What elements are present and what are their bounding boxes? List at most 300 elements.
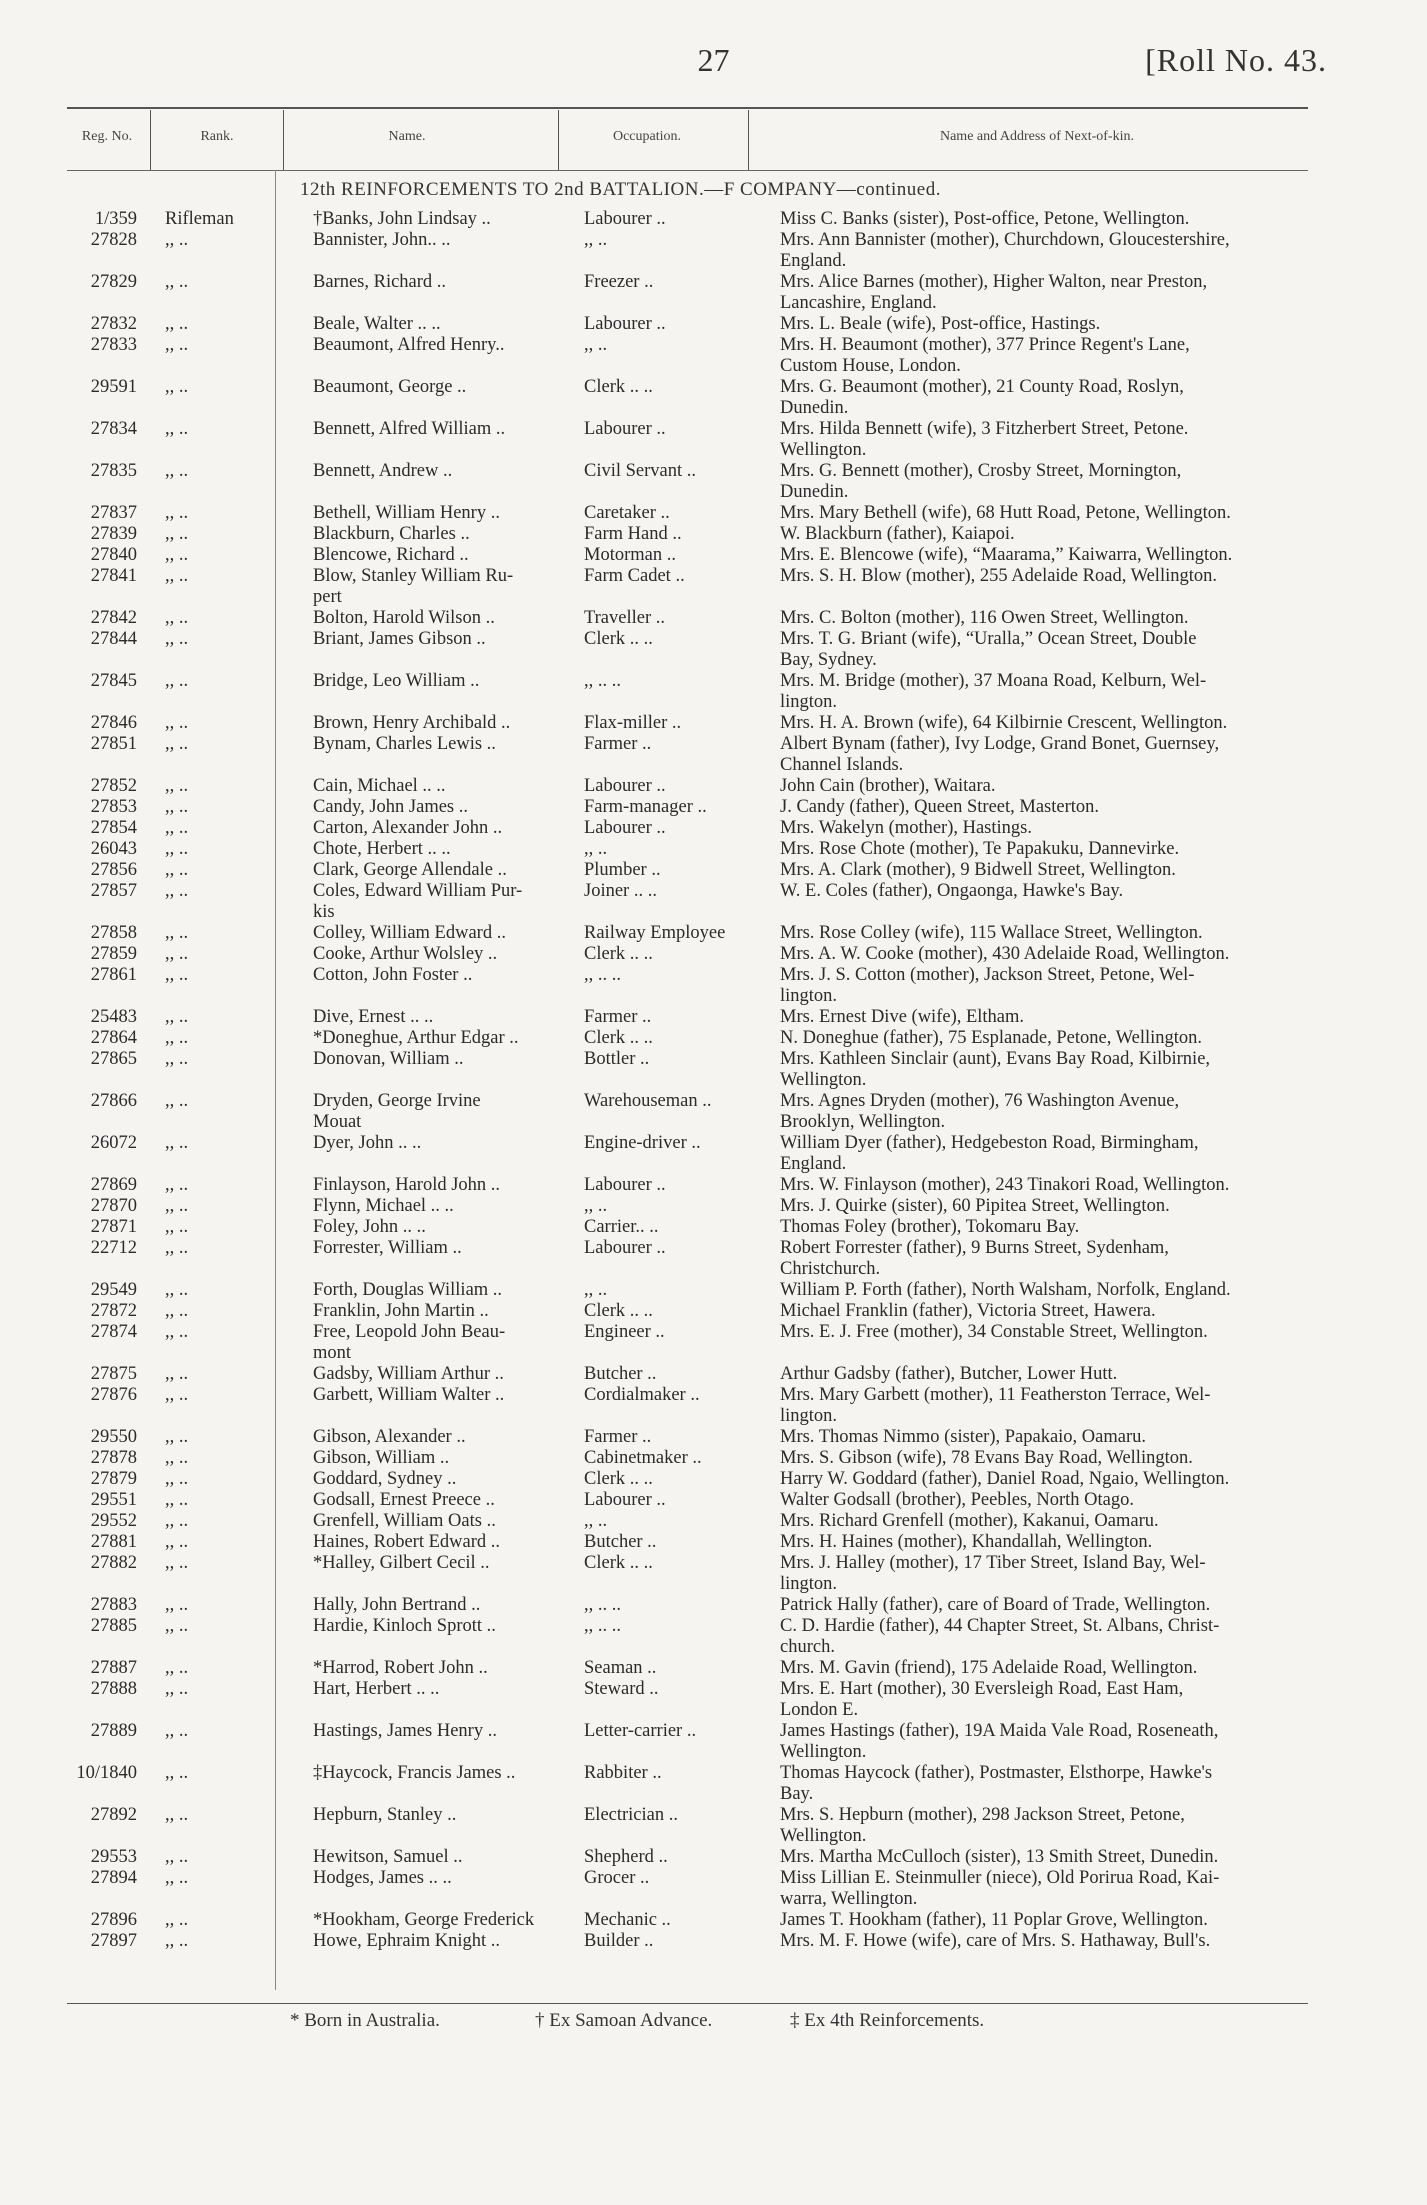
- soldier-name-cell: [309, 1784, 578, 1805]
- table-row: [47, 1889, 1355, 1910]
- reg-number-cell: [47, 356, 147, 377]
- rank-cell: [147, 482, 309, 503]
- table-row: [47, 566, 1355, 587]
- table-row: [47, 587, 1355, 608]
- reg-number-cell: 22712: [90, 1238, 137, 1258]
- rank-cell: ,, ..: [165, 1763, 189, 1783]
- table-row: [47, 1028, 1355, 1049]
- table-row: [47, 1490, 1355, 1511]
- table-row: [47, 1448, 1355, 1469]
- table-row: [47, 1553, 1355, 1574]
- rank-cell: ,, ..: [165, 818, 189, 838]
- table-row: [47, 1238, 1355, 1259]
- reg-number-cell: [47, 902, 147, 923]
- next-of-kin-cell: Custom House, London.: [780, 356, 961, 376]
- occupation-cell: Clerk .. ..: [584, 944, 653, 964]
- next-of-kin-cell: London E.: [780, 1700, 859, 1720]
- next-of-kin-cell: Mrs. J. Halley (mother), 17 Tiber Street, Island Bay, Wel-: [780, 1553, 1206, 1573]
- section-heading: 12th REINFORCEMENTS TO 2nd BATTALION.—F COMPANY—continued.: [300, 179, 941, 200]
- table-row: [47, 755, 1355, 776]
- soldier-name-cell: Cooke, Arthur Wolsley ..: [313, 944, 498, 964]
- rank-cell: [147, 1637, 309, 1658]
- reg-number-cell: 25483: [90, 1007, 137, 1027]
- next-of-kin-cell: William Dyer (father), Hedgebeston Road, Birmingham,: [780, 1133, 1199, 1153]
- occupation-cell: ,, ..: [584, 839, 608, 859]
- soldier-name-cell: [309, 482, 578, 503]
- rank-cell: [147, 440, 309, 461]
- soldier-name-cell: Finlayson, Harold John ..: [313, 1175, 501, 1195]
- reg-number-cell: [47, 1784, 147, 1805]
- occupation-cell: [578, 1259, 774, 1280]
- rank-cell: ,, ..: [165, 965, 189, 985]
- table-row: [47, 713, 1355, 734]
- rank-cell: [147, 1112, 309, 1133]
- next-of-kin-cell: Mrs. H. A. Brown (wife), 64 Kilbirnie Crescent, Wellington.: [780, 713, 1228, 733]
- occupation-cell: [578, 293, 774, 314]
- occupation-cell: [578, 986, 774, 1007]
- table-row: [47, 965, 1355, 986]
- reg-number-cell: 27846: [90, 713, 137, 733]
- table-row: [47, 230, 1355, 251]
- occupation-cell: [578, 398, 774, 419]
- next-of-kin-cell: [774, 1343, 1355, 1364]
- table-row: [47, 1112, 1355, 1133]
- soldier-name-cell: [309, 1826, 578, 1847]
- occupation-cell: Labourer ..: [584, 776, 666, 796]
- next-of-kin-cell: Mrs. W. Finlayson (mother), 243 Tinakori Road, Wellington.: [780, 1175, 1230, 1195]
- rank-cell: ,, ..: [165, 1532, 189, 1552]
- rank-cell: [147, 755, 309, 776]
- rank-cell: ,, ..: [165, 1469, 189, 1489]
- table-row: [47, 1721, 1355, 1742]
- rank-cell: [147, 1343, 309, 1364]
- occupation-cell: Engineer ..: [584, 1322, 665, 1342]
- rank-cell: ,, ..: [165, 734, 189, 754]
- rank-cell: [147, 1700, 309, 1721]
- occupation-cell: ,, ..: [584, 1196, 608, 1216]
- reg-number-cell: 27881: [90, 1532, 137, 1552]
- next-of-kin-cell: Dunedin.: [780, 398, 849, 418]
- reg-number-cell: [47, 1112, 147, 1133]
- reg-number-cell: 27859: [90, 944, 137, 964]
- rank-cell: ,, ..: [165, 524, 189, 544]
- table-row: [47, 377, 1355, 398]
- soldier-name-cell: Dryden, George Irvine: [313, 1091, 481, 1111]
- occupation-cell: [578, 356, 774, 377]
- soldier-name-cell: [309, 1070, 578, 1091]
- soldier-name-cell: [309, 1700, 578, 1721]
- reg-number-cell: [47, 755, 147, 776]
- table-row: [47, 1427, 1355, 1448]
- occupation-cell: Plumber ..: [584, 860, 661, 880]
- next-of-kin-cell: Dunedin.: [780, 482, 849, 502]
- reg-number-cell: 29591: [90, 377, 137, 397]
- occupation-cell: Clerk .. ..: [584, 377, 653, 397]
- next-of-kin-cell: Brooklyn, Wellington.: [780, 1112, 946, 1132]
- table-row: [47, 1364, 1355, 1385]
- reg-number-cell: [47, 251, 147, 272]
- soldier-name-cell: Donovan, William ..: [313, 1049, 464, 1069]
- table-row: [47, 503, 1355, 524]
- rank-cell: ,, ..: [165, 797, 189, 817]
- table-row: [47, 902, 1355, 923]
- soldier-name-cell: Dive, Ernest .. ..: [313, 1007, 434, 1027]
- occupation-cell: [578, 755, 774, 776]
- soldier-name-cell: Candy, John James ..: [313, 797, 469, 817]
- occupation-cell: Flax-miller ..: [584, 713, 682, 733]
- table-row: [47, 1049, 1355, 1070]
- soldier-name-cell: Beaumont, George ..: [313, 377, 467, 397]
- reg-number-cell: 27839: [90, 524, 137, 544]
- reg-number-cell: 10/1840: [76, 1763, 137, 1783]
- rank-cell: ,, ..: [165, 1511, 189, 1531]
- next-of-kin-cell: England.: [780, 1154, 847, 1174]
- reg-number-cell: [47, 692, 147, 713]
- reg-number-cell: 27840: [90, 545, 137, 565]
- next-of-kin-cell: William P. Forth (father), North Walsham, Norfolk, England.: [780, 1280, 1231, 1300]
- rank-cell: [147, 1574, 309, 1595]
- occupation-cell: Farm Hand ..: [584, 524, 682, 544]
- reg-number-cell: 1/359: [94, 209, 137, 229]
- table-row: [47, 1742, 1355, 1763]
- table-row: [47, 1175, 1355, 1196]
- reg-number-cell: [47, 1343, 147, 1364]
- occupation-cell: ,, ..: [584, 335, 608, 355]
- next-of-kin-cell: Mrs. C. Bolton (mother), 116 Owen Street, Wellington.: [780, 608, 1189, 628]
- table-row: [47, 1616, 1355, 1637]
- next-of-kin-cell: James T. Hookham (father), 11 Poplar Grove, Wellington.: [780, 1910, 1208, 1930]
- soldier-name-cell: Hepburn, Stanley ..: [313, 1805, 457, 1825]
- occupation-cell: Rabbiter ..: [584, 1763, 662, 1783]
- occupation-cell: ,, ..: [584, 230, 608, 250]
- rank-cell: ,, ..: [165, 1553, 189, 1573]
- next-of-kin-cell: Mrs. Mary Bethell (wife), 68 Hutt Road, Petone, Wellington.: [780, 503, 1231, 523]
- occupation-cell: Clerk .. ..: [584, 1028, 653, 1048]
- occupation-cell: [578, 587, 774, 608]
- rank-cell: ,, ..: [165, 923, 189, 943]
- occupation-cell: Joiner .. ..: [584, 881, 657, 901]
- footer-rule: [67, 2003, 1308, 2004]
- rank-cell: ,, ..: [165, 1385, 189, 1405]
- occupation-cell: Farm-manager ..: [584, 797, 707, 817]
- table-row: [47, 1910, 1355, 1931]
- rank-cell: ,, ..: [165, 1679, 189, 1699]
- occupation-cell: Labourer ..: [584, 209, 666, 229]
- reg-number-cell: 27883: [90, 1595, 137, 1615]
- reg-number-cell: 27894: [90, 1868, 137, 1888]
- occupation-cell: [578, 1742, 774, 1763]
- table-row: [47, 1007, 1355, 1028]
- occupation-cell: Builder ..: [584, 1931, 654, 1951]
- occupation-cell: [578, 692, 774, 713]
- next-of-kin-cell: lington.: [780, 1406, 838, 1426]
- table-row: [47, 1070, 1355, 1091]
- soldier-name-cell: Bridge, Leo William ..: [313, 671, 480, 691]
- rank-cell: Rifleman: [165, 209, 234, 229]
- occupation-cell: Farmer ..: [584, 734, 652, 754]
- next-of-kin-cell: [774, 902, 1355, 923]
- reg-number-cell: 26072: [90, 1133, 137, 1153]
- soldier-name-cell: [309, 1154, 578, 1175]
- soldier-name-cell: Dyer, John .. ..: [313, 1133, 422, 1153]
- table-row: [47, 1595, 1355, 1616]
- soldier-name-cell: [309, 986, 578, 1007]
- rank-cell: [147, 1070, 309, 1091]
- soldier-name-cell: Goddard, Sydney ..: [313, 1469, 457, 1489]
- table-row: [47, 1805, 1355, 1826]
- reg-number-cell: 27852: [90, 776, 137, 796]
- reg-number-cell: 27828: [90, 230, 137, 250]
- occupation-cell: Steward ..: [584, 1679, 659, 1699]
- next-of-kin-cell: Mrs. Martha McCulloch (sister), 13 Smith Street, Dunedin.: [780, 1847, 1219, 1867]
- reg-number-cell: 27878: [90, 1448, 137, 1468]
- next-of-kin-cell: Wellington.: [780, 1070, 867, 1090]
- table-row: [47, 1091, 1355, 1112]
- reg-number-cell: [47, 1742, 147, 1763]
- soldier-name-cell: Bynam, Charles Lewis ..: [313, 734, 496, 754]
- reg-number-cell: 27835: [90, 461, 137, 481]
- roll-number: [Roll No. 43.: [1145, 42, 1327, 78]
- reg-number-cell: 27842: [90, 608, 137, 628]
- reg-number-cell: 27882: [90, 1553, 137, 1573]
- table-row: [47, 440, 1355, 461]
- table-row: [47, 881, 1355, 902]
- rank-cell: ,, ..: [165, 608, 189, 628]
- next-of-kin-cell: Walter Godsall (brother), Peebles, North Otago.: [780, 1490, 1135, 1510]
- table-row: [47, 356, 1355, 377]
- rank-cell: ,, ..: [165, 1427, 189, 1447]
- occupation-cell: [578, 1826, 774, 1847]
- next-of-kin-cell: Thomas Haycock (father), Postmaster, Elsthorpe, Hawke's: [780, 1763, 1213, 1783]
- reg-number-cell: 27874: [90, 1322, 137, 1342]
- soldier-name-cell: Gadsby, William Arthur ..: [313, 1364, 504, 1384]
- next-of-kin-cell: Mrs. Agnes Dryden (mother), 76 Washington Avenue,: [780, 1091, 1180, 1111]
- next-of-kin-cell: Michael Franklin (father), Victoria Street, Hawera.: [780, 1301, 1156, 1321]
- next-of-kin-cell: N. Doneghue (father), 75 Esplanade, Petone, Wellington.: [780, 1028, 1203, 1048]
- next-of-kin-cell: Mrs. S. Hepburn (mother), 298 Jackson Street, Petone,: [780, 1805, 1185, 1825]
- reg-number-cell: 27866: [90, 1091, 137, 1111]
- next-of-kin-cell: Mrs. G. Beaumont (mother), 21 County Road, Roslyn,: [780, 377, 1184, 397]
- rank-cell: [147, 1259, 309, 1280]
- next-of-kin-cell: Bay, Sydney.: [780, 650, 877, 670]
- next-of-kin-cell: [774, 587, 1355, 608]
- occupation-cell: ,, ..: [584, 1280, 608, 1300]
- reg-number-cell: 27865: [90, 1049, 137, 1069]
- table-row: [47, 650, 1355, 671]
- next-of-kin-cell: Wellington.: [780, 1742, 867, 1762]
- reg-number-cell: [47, 1574, 147, 1595]
- table-row: [47, 1763, 1355, 1784]
- occupation-cell: [578, 251, 774, 272]
- next-of-kin-cell: J. Candy (father), Queen Street, Masterton.: [780, 797, 1100, 817]
- table-row: [47, 671, 1355, 692]
- rank-cell: [147, 293, 309, 314]
- rank-cell: ,, ..: [165, 1049, 189, 1069]
- rank-cell: ,, ..: [165, 1322, 189, 1342]
- soldier-name-cell: [309, 1574, 578, 1595]
- occupation-cell: Warehouseman ..: [584, 1091, 712, 1111]
- rank-cell: ,, ..: [165, 671, 189, 691]
- rank-cell: ,, ..: [165, 1301, 189, 1321]
- next-of-kin-cell: Robert Forrester (father), 9 Burns Street, Sydenham,: [780, 1238, 1169, 1258]
- rank-cell: ,, ..: [165, 566, 189, 586]
- next-of-kin-cell: Miss Lillian E. Steinmuller (niece), Old Porirua Road, Kai-: [780, 1868, 1220, 1888]
- column-headers: [67, 117, 1308, 167]
- rank-cell: [147, 398, 309, 419]
- soldier-name-cell: Clark, George Allendale ..: [313, 860, 507, 880]
- rank-cell: [147, 1889, 309, 1910]
- occupation-cell: Farm Cadet ..: [584, 566, 685, 586]
- table-row: [47, 251, 1355, 272]
- rank-cell: ,, ..: [165, 881, 189, 901]
- occupation-cell: [578, 1070, 774, 1091]
- next-of-kin-cell: lington.: [780, 692, 838, 712]
- soldier-name-cell: [309, 1742, 578, 1763]
- next-of-kin-cell: Thomas Foley (brother), Tokomaru Bay.: [780, 1217, 1080, 1237]
- rank-cell: [147, 1826, 309, 1847]
- occupation-cell: Butcher ..: [584, 1364, 657, 1384]
- rank-cell: [147, 1406, 309, 1427]
- occupation-cell: Civil Servant ..: [584, 461, 697, 481]
- nominal-roll-table: [47, 209, 1355, 1952]
- table-row: [47, 461, 1355, 482]
- reg-number-cell: 29553: [90, 1847, 137, 1867]
- footnote-4th-reinforcements: ‡ Ex 4th Reinforcements.: [790, 2010, 985, 2031]
- table-row: [47, 1574, 1355, 1595]
- next-of-kin-cell: Mrs. Alice Barnes (mother), Higher Walton, near Preston,: [780, 272, 1208, 292]
- reg-number-cell: [47, 1700, 147, 1721]
- rank-cell: ,, ..: [165, 713, 189, 733]
- occupation-cell: Labourer ..: [584, 1238, 666, 1258]
- table-row: [47, 1826, 1355, 1847]
- table-row: [47, 545, 1355, 566]
- occupation-cell: ,, .. ..: [584, 965, 621, 985]
- next-of-kin-cell: Mrs. Ernest Dive (wife), Eltham.: [780, 1007, 1025, 1027]
- occupation-cell: Butcher ..: [584, 1532, 657, 1552]
- occupation-cell: Carrier.. ..: [584, 1217, 659, 1237]
- occupation-cell: Clerk .. ..: [584, 629, 653, 649]
- reg-number-cell: 29549: [90, 1280, 137, 1300]
- rank-cell: ,, ..: [165, 1847, 189, 1867]
- occupation-cell: [578, 902, 774, 923]
- table-row: [47, 482, 1355, 503]
- next-of-kin-cell: Mrs. Rose Colley (wife), 115 Wallace Street, Wellington.: [780, 923, 1203, 943]
- rank-cell: ,, ..: [165, 629, 189, 649]
- reg-number-cell: 27861: [90, 965, 137, 985]
- page-number: 27: [697, 42, 730, 78]
- soldier-name-cell: Briant, James Gibson ..: [313, 629, 486, 649]
- next-of-kin-cell: Mrs. S. Gibson (wife), 78 Evans Bay Road, Wellington.: [780, 1448, 1193, 1468]
- next-of-kin-cell: Arthur Gadsby (father), Butcher, Lower Hutt.: [780, 1364, 1118, 1384]
- rank-cell: ,, ..: [165, 860, 189, 880]
- soldier-name-cell: [309, 755, 578, 776]
- table-row: [47, 1154, 1355, 1175]
- occupation-cell: [578, 1343, 774, 1364]
- reg-number-cell: 27876: [90, 1385, 137, 1405]
- next-of-kin-cell: Channel Islands.: [780, 755, 904, 775]
- reg-number-cell: [47, 1259, 147, 1280]
- soldier-name-cell: Grenfell, William Oats ..: [313, 1511, 496, 1531]
- rank-cell: [147, 902, 309, 923]
- soldier-name-cell: *Halley, Gilbert Cecil ..: [313, 1553, 490, 1573]
- rank-cell: [147, 1154, 309, 1175]
- reg-number-cell: [47, 398, 147, 419]
- soldier-name-cell: [309, 251, 578, 272]
- reg-number-cell: [47, 293, 147, 314]
- occupation-cell: [578, 1700, 774, 1721]
- next-of-kin-cell: James Hastings (father), 19A Maida Vale Road, Roseneath,: [780, 1721, 1219, 1741]
- soldier-name-cell: Garbett, William Walter ..: [313, 1385, 505, 1405]
- soldier-name-cell: kis: [313, 902, 335, 922]
- header-top-rule: [67, 107, 1308, 109]
- soldier-name-cell: Coles, Edward William Pur-: [313, 881, 523, 901]
- next-of-kin-cell: Lancashire, England.: [780, 293, 937, 313]
- reg-number-cell: [47, 650, 147, 671]
- soldier-name-cell: [309, 293, 578, 314]
- next-of-kin-cell: Albert Bynam (father), Ivy Lodge, Grand Bonet, Guernsey,: [780, 734, 1220, 754]
- table-row: [47, 1511, 1355, 1532]
- reg-number-cell: 27833: [90, 335, 137, 355]
- rank-cell: ,, ..: [165, 1910, 189, 1930]
- occupation-cell: Labourer ..: [584, 419, 666, 439]
- soldier-name-cell: *Harrod, Robert John ..: [313, 1658, 488, 1678]
- rank-cell: ,, ..: [165, 1028, 189, 1048]
- occupation-cell: Bottler ..: [584, 1049, 650, 1069]
- rank-cell: ,, ..: [165, 1721, 189, 1741]
- reg-number-cell: 27869: [90, 1175, 137, 1195]
- table-row: [47, 1217, 1355, 1238]
- soldier-name-cell: Haines, Robert Edward ..: [313, 1532, 501, 1552]
- soldier-name-cell: Beaumont, Alfred Henry..: [313, 335, 505, 355]
- table-row: [47, 419, 1355, 440]
- next-of-kin-cell: Mrs. E. Hart (mother), 30 Eversleigh Road, East Ham,: [780, 1679, 1184, 1699]
- occupation-cell: ,, .. ..: [584, 671, 621, 691]
- rank-cell: ,, ..: [165, 1133, 189, 1153]
- rank-cell: ,, ..: [165, 461, 189, 481]
- table-row: [47, 1280, 1355, 1301]
- occupation-cell: [578, 482, 774, 503]
- table-row: [47, 692, 1355, 713]
- header-next-of-kin: Name and Address of Next-of-kin.: [939, 129, 1134, 144]
- reg-number-cell: 26043: [90, 839, 137, 859]
- next-of-kin-cell: Mrs. Kathleen Sinclair (aunt), Evans Bay Road, Kilbirnie,: [780, 1049, 1211, 1069]
- footnote-samoan-advance: † Ex Samoan Advance.: [535, 2010, 713, 2031]
- occupation-cell: Grocer ..: [584, 1868, 650, 1888]
- next-of-kin-cell: Miss C. Banks (sister), Post-office, Petone, Wellington.: [780, 209, 1190, 229]
- reg-number-cell: 27851: [90, 734, 137, 754]
- rank-cell: ,, ..: [165, 230, 189, 250]
- soldier-name-cell: Foley, John .. ..: [313, 1217, 426, 1237]
- rank-cell: ,, ..: [165, 776, 189, 796]
- soldier-name-cell: Bolton, Harold Wilson ..: [313, 608, 495, 628]
- reg-number-cell: 27853: [90, 797, 137, 817]
- soldier-name-cell: Bannister, John.. ..: [313, 230, 451, 250]
- reg-number-cell: 27879: [90, 1469, 137, 1489]
- table-row: [47, 398, 1355, 419]
- next-of-kin-cell: Mrs. G. Bennett (mother), Crosby Street, Mornington,: [780, 461, 1182, 481]
- reg-number-cell: 27858: [90, 923, 137, 943]
- reg-number-cell: 27834: [90, 419, 137, 439]
- soldier-name-cell: Colley, William Edward ..: [313, 923, 506, 943]
- next-of-kin-cell: Mrs. H. Beaumont (mother), 377 Prince Regent's Lane,: [780, 335, 1190, 355]
- soldier-name-cell: [309, 1889, 578, 1910]
- occupation-cell: [578, 1784, 774, 1805]
- table-row: [47, 272, 1355, 293]
- next-of-kin-cell: John Cain (brother), Waitara.: [780, 776, 996, 796]
- soldier-name-cell: Cotton, John Foster ..: [313, 965, 473, 985]
- next-of-kin-cell: Mrs. M. Gavin (friend), 175 Adelaide Road, Wellington.: [780, 1658, 1198, 1678]
- next-of-kin-cell: W. E. Coles (father), Ongaonga, Hawke's Bay.: [780, 881, 1124, 901]
